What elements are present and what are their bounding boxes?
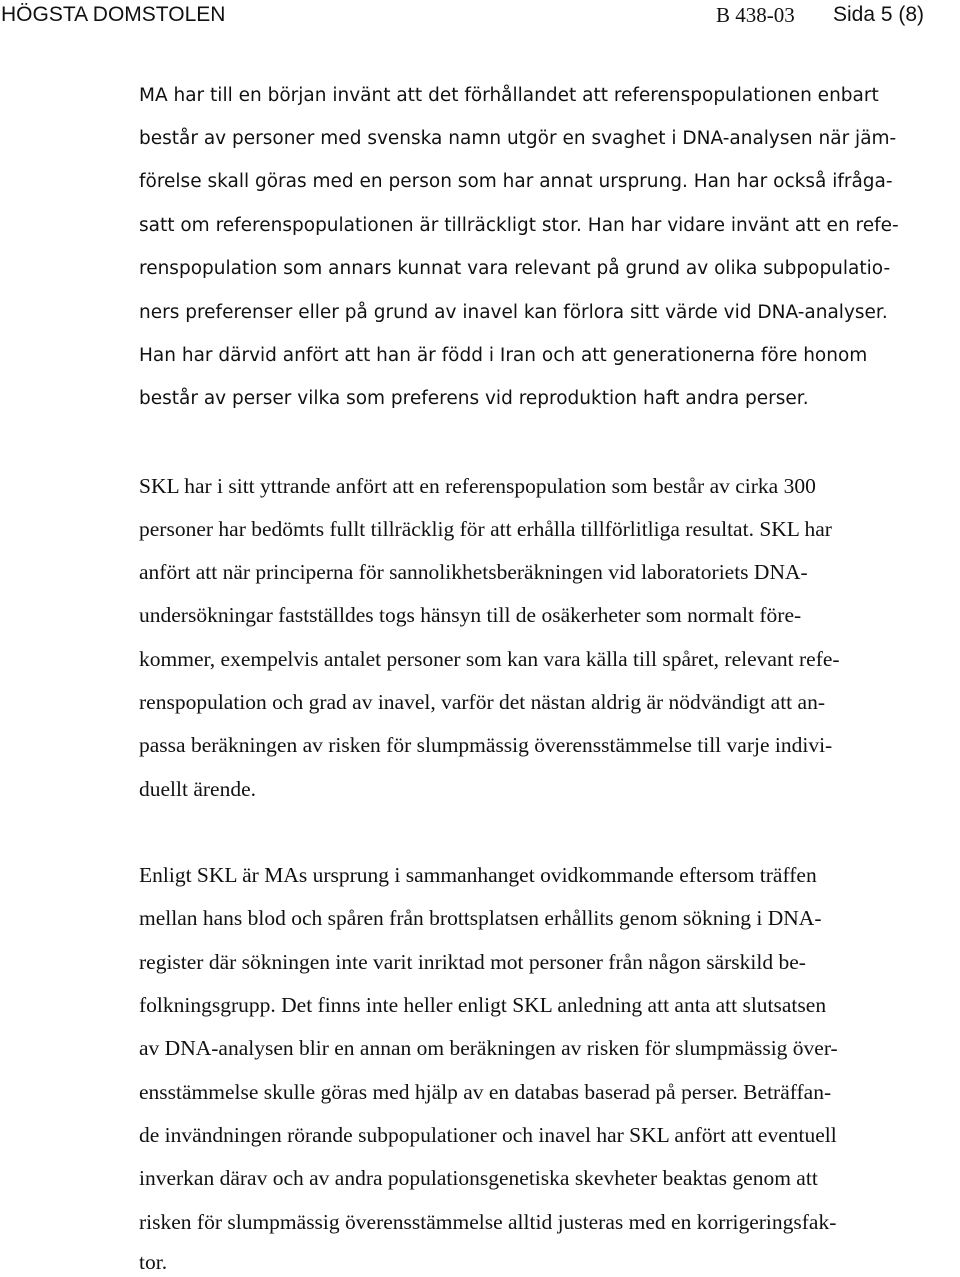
text-line: består av perser vilka som preferens vid reproduktion haft andra perser.	[139, 388, 809, 409]
text-line: satt om referenspopulationen är tillräckligt stor. Han har vidare invänt att en refe-	[139, 215, 899, 236]
text-line: risken för slumpmässig överensstämmelse alltid justeras med en korrigeringsfak-	[139, 1210, 837, 1234]
text-line: renspopulation och grad av inavel, varför det nästan aldrig är nödvändigt att an-	[139, 690, 825, 714]
text-line: Enligt SKL är MAs ursprung i sammanhanget ovidkommande eftersom träffen	[139, 863, 817, 887]
text-line: kommer, exempelvis antalet personer som kan vara källa till spåret, relevant refe-	[139, 647, 840, 671]
text-line: tor.	[139, 1250, 168, 1274]
text-line: passa beräkningen av risken för slumpmässig överensstämmelse till varje indivi-	[139, 733, 833, 757]
court-name: HÖGSTA DOMSTOLEN	[1, 3, 226, 26]
text-line: anfört att när principerna för sannolikhetsberäkningen vid laboratoriets DNA-	[139, 560, 808, 584]
text-line: av DNA-analysen blir en annan om beräkningen av risken för slumpmässig över-	[139, 1036, 838, 1060]
text-line: register där sökningen inte varit inriktad mot personer från någon särskild be-	[139, 950, 806, 974]
text-line: MA har till en början invänt att det förhållandet att referenspopulationen enbart	[139, 85, 879, 106]
case-number: B 438-03	[716, 3, 795, 27]
text-line: duellt ärende.	[139, 777, 257, 801]
page-number: Sida 5 (8)	[833, 3, 925, 26]
text-line: de invändningen rörande subpopulationer och inavel har SKL anfört att eventuell	[139, 1123, 837, 1147]
text-line: personer har bedömts fullt tillräcklig för att erhålla tillförlitliga resultat. SKL har	[139, 517, 832, 541]
text-line: undersökningar fastställdes togs hänsyn till de osäkerheter som normalt före-	[139, 603, 802, 627]
text-line: ensstämmelse skulle göras med hjälp av en databas baserad på perser. Beträffan-	[139, 1080, 832, 1104]
text-line: folkningsgrupp. Det finns inte heller enligt SKL anledning att anta att slutsatsen	[139, 993, 827, 1017]
text-line: Han har därvid anfört att han är född i Iran och att generationerna före honom	[139, 345, 868, 366]
text-line: SKL har i sitt yttrande anfört att en referenspopulation som består av cirka 300	[139, 474, 816, 498]
text-line: renspopulation som annars kunnat vara relevant på grund av olika subpopulatio-	[139, 258, 891, 279]
text-line: ners preferenser eller på grund av inavel kan förlora sitt värde vid DNA-analyser.	[139, 302, 888, 323]
text-line: inverkan därav och av andra populationsgenetiska skevheter beaktas genom att	[139, 1166, 818, 1190]
text-line: mellan hans blod och spåren från brottsplatsen erhållits genom sökning i DNA-	[139, 906, 822, 930]
text-line: förelse skall göras med en person som har annat ursprung. Han har också ifråga-	[139, 171, 893, 192]
text-line: består av personer med svenska namn utgör en svaghet i DNA-analysen när jäm-	[139, 128, 897, 149]
page-header	[0, 2, 960, 30]
